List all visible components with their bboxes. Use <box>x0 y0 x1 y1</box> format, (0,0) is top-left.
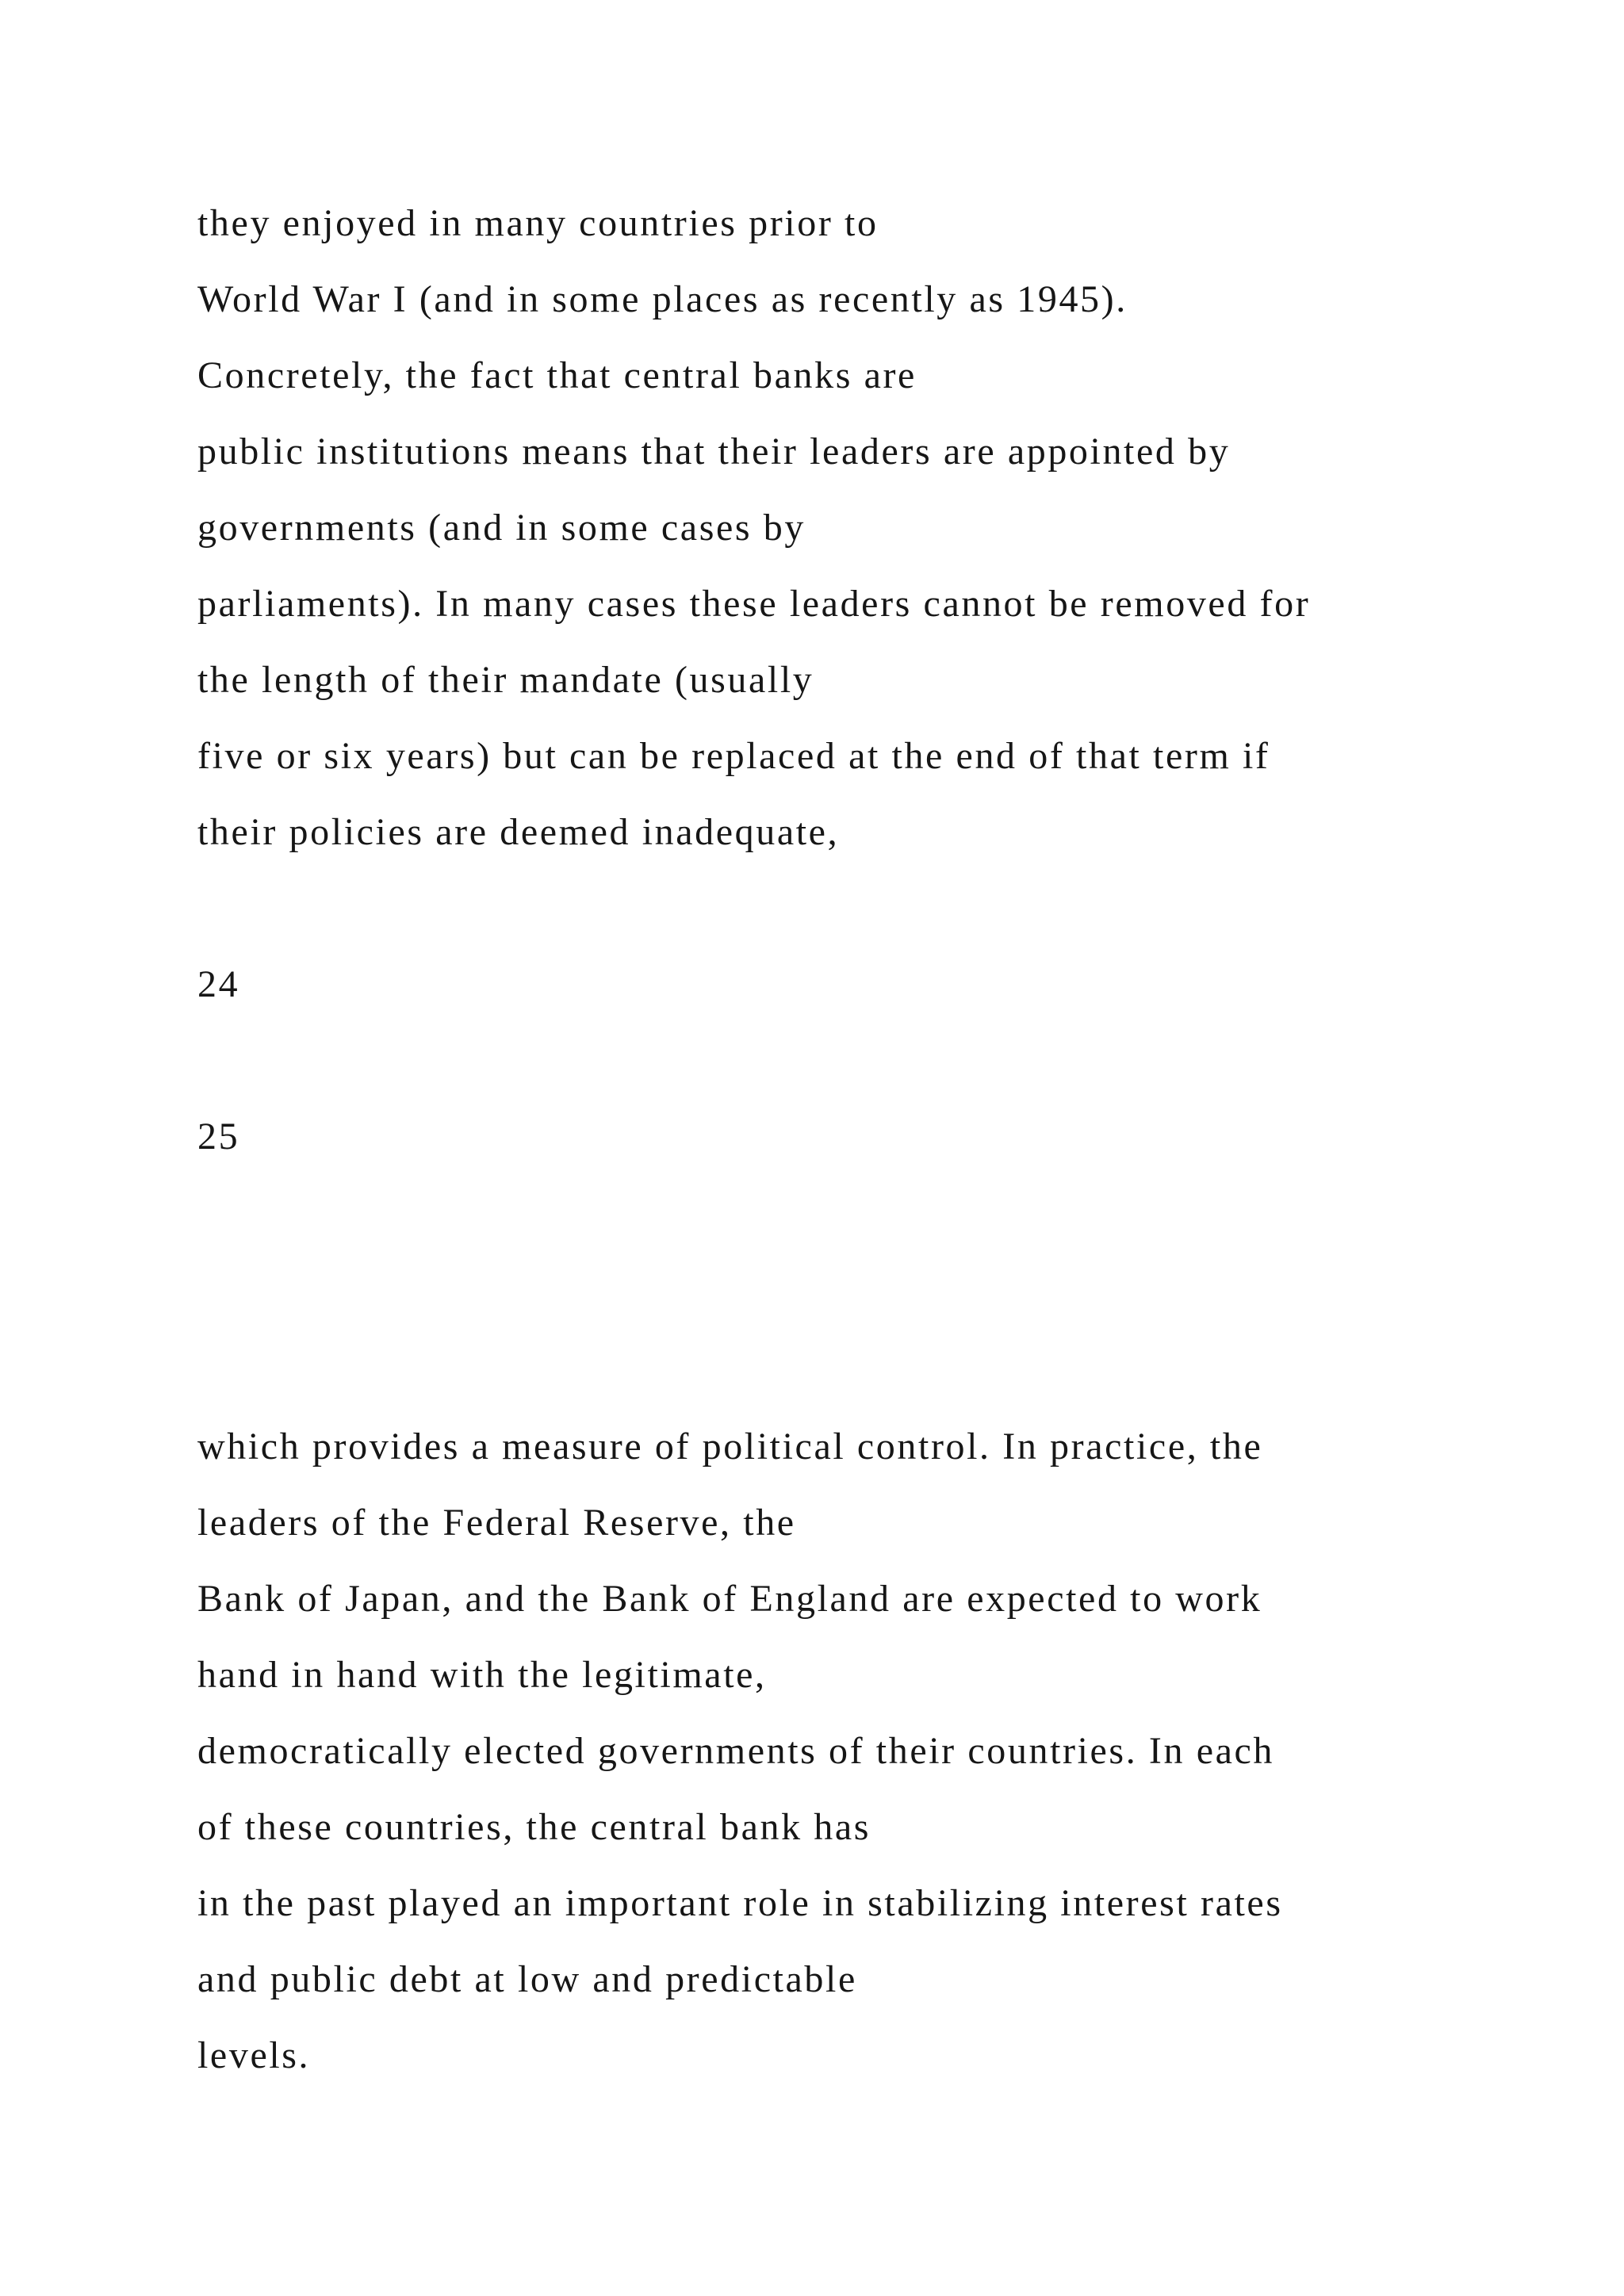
text-line: parliaments). In many cases these leaders cannot be removed for <box>197 583 1311 625</box>
text-line: leaders of the Federal Reserve, the <box>197 1502 796 1544</box>
text-line: five or six years) but can be replaced at the end of that term if <box>197 735 1270 777</box>
text-line: governments (and in some cases by <box>197 507 806 549</box>
text-line: democratically elected governments of their countries. In each <box>197 1730 1275 1772</box>
text-line: hand in hand with the legitimate, <box>197 1654 767 1696</box>
text-line: which provides a measure of political control. In practice, the <box>197 1425 1263 1468</box>
text-line: their policies are deemed inadequate, <box>197 811 840 853</box>
text-line: Bank of Japan, and the Bank of England are expected to work <box>197 1578 1262 1620</box>
text-line: World War I (and in some places as recently as 1945). <box>197 278 1128 320</box>
text-line: public institutions means that their leaders are appointed by <box>197 430 1231 473</box>
text-line: and public debt at low and predictable <box>197 1958 857 2000</box>
text-line: of these countries, the central bank has <box>197 1806 871 1848</box>
text-line: levels. <box>197 2034 311 2076</box>
note-marker: 24 <box>197 963 240 1005</box>
note-marker: 25 <box>197 1115 240 1158</box>
text-line: Concretely, the fact that central banks are <box>197 354 917 396</box>
text-line: in the past played an important role in stabilizing interest rates <box>197 1882 1283 1924</box>
text-line: they enjoyed in many countries prior to <box>197 202 879 244</box>
text-line: the length of their mandate (usually <box>197 659 814 701</box>
